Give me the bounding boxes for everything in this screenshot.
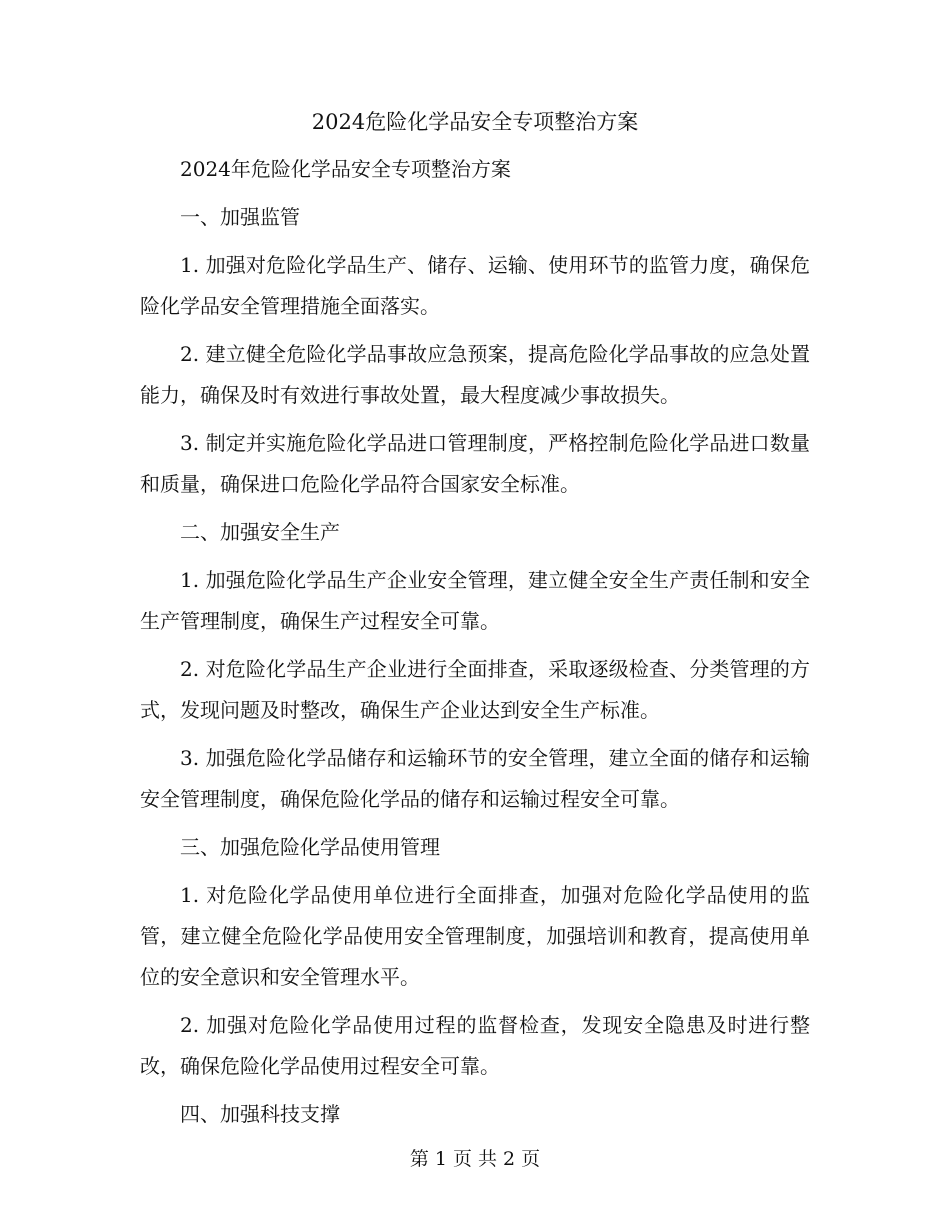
section-heading: 二、加强安全生产 — [180, 520, 340, 544]
paragraph: 3. 加强危险化学品储存和运输环节的安全管理，建立全面的储存和运输安全管理制度，确保危险化学品的储存和运输过程安全可靠。 — [140, 746, 810, 811]
section-heading: 四、加强科技支撑 — [180, 1102, 340, 1126]
paragraph: 1. 加强对危险化学品生产、储存、运输、使用环节的监管力度，确保危险化学品安全管理措施全面落实。 — [140, 253, 810, 318]
document-title: 2024危险化学品安全专项整治方案 — [311, 110, 639, 134]
document-body — [140, 149, 810, 1142]
paragraph: 2. 建立健全危险化学品事故应急预案，提高危险化学品事故的应急处置能力，确保及时有效进行事故处置，最大程度减少事故损失。 — [140, 342, 810, 407]
paragraph: 3. 制定并实施危险化学品进口管理制度，严格控制危险化学品进口数量和质量，确保进口危险化学品符合国家安全标准。 — [140, 431, 810, 496]
section-heading: 一、加强监管 — [180, 205, 300, 229]
paragraph: 1. 对危险化学品使用单位进行全面排查，加强对危险化学品使用的监管，建立健全危险化学品使用安全管理制度，加强培训和教育，提高使用单位的安全意识和安全管理水平。 — [140, 883, 810, 989]
paragraph: 2. 对危险化学品生产企业进行全面排查，采取逐级检查、分类管理的方式，发现问题及时整改，确保生产企业达到安全生产标准。 — [140, 657, 810, 722]
paragraph: 1. 加强危险化学品生产企业安全管理，建立健全安全生产责任制和安全生产管理制度，确保生产过程安全可靠。 — [140, 568, 810, 633]
paragraph: 2. 加强对危险化学品使用过程的监督检查，发现安全隐患及时进行整改，确保危险化学品使用过程安全可靠。 — [140, 1013, 810, 1078]
section-heading: 三、加强危险化学品使用管理 — [180, 835, 440, 859]
document-subtitle: 2024年危险化学品安全专项整治方案 — [180, 157, 511, 181]
page-footer: 第 1 页 共 2 页 — [409, 1148, 541, 1170]
